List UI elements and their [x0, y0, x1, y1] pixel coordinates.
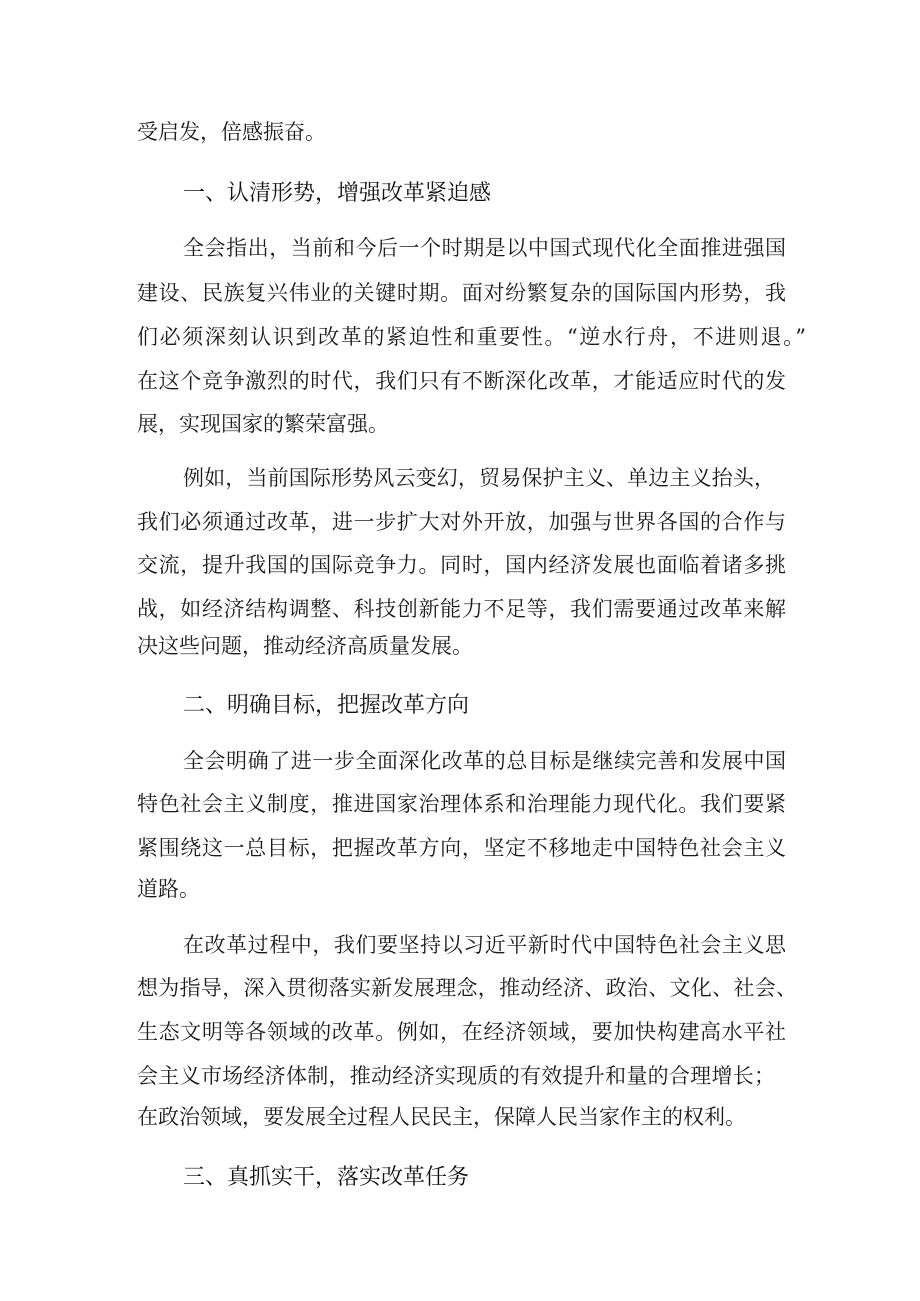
paragraph-line: 决这些问题，推动经济高质量发展。: [137, 634, 473, 658]
paragraph-line: 建设、民族复兴伟业的关键时期。面对纷繁复杂的国际国内形势，我: [137, 281, 786, 305]
paragraph-line: 在政治领域，要发展全过程人民民主，保障人民当家作主的权利。: [137, 1105, 746, 1129]
section-heading-1: 一、认清形势，增强改革紧迫感: [183, 181, 492, 206]
paragraph-line: 全会指出，当前和今后一个时期是以中国式现代化全面推进强国: [183, 236, 786, 260]
paragraph-line: 受启发，倍感振奋。: [137, 120, 326, 144]
paragraph-line: 展，实现国家的繁荣富强。: [137, 412, 389, 436]
paragraph-line: 紧围绕这一总目标，把握改革方向，坚定不移地走中国特色社会主义: [137, 836, 786, 860]
paragraph-line: 我们必须通过改革，进一步扩大对外开放，加强与世界各国的合作与: [137, 510, 786, 534]
paragraph-line: 道路。: [137, 877, 200, 901]
paragraph-line: 想为指导，深入贯彻落实新发展理念，推动经济、政治、文化、社会、: [137, 976, 797, 1000]
paragraph-line: 全会明确了进一步全面深化改革的总目标是继续完善和发展中国: [183, 749, 786, 773]
paragraph-line: 例如，当前国际形势风云变幻，贸易保护主义、单边主义抬头，: [183, 466, 775, 490]
paragraph-line: 会主义市场经济体制，推动经济实现质的有效提升和量的合理增长；: [137, 1064, 775, 1088]
paragraph-line: 们必须深刻认识到改革的紧迫性和重要性。“逆水行舟，不进则退。”: [137, 325, 806, 349]
paragraph-line: 在这个竞争激烈的时代，我们只有不断深化改革，才能适应时代的发: [137, 369, 786, 393]
paragraph-line: 交流，提升我国的国际竞争力。同时，国内经济发展也面临着诸多挑: [137, 553, 786, 577]
paragraph-line: 战，如经济结构调整、科技创新能力不足等，我们需要通过改革来解: [137, 597, 786, 621]
section-heading-2: 二、明确目标，把握改革方向: [183, 693, 470, 718]
paragraph-line: 特色社会主义制度，推进国家治理体系和治理能力现代化。我们要紧: [137, 792, 786, 816]
section-heading-3: 三、真抓实干，落实改革任务: [183, 1165, 470, 1190]
paragraph-line: 生态文明等各领域的改革。例如，在经济领域，要加快构建高水平社: [137, 1020, 786, 1044]
paragraph-line: 在改革过程中，我们要坚持以习近平新时代中国特色社会主义思: [183, 933, 786, 957]
